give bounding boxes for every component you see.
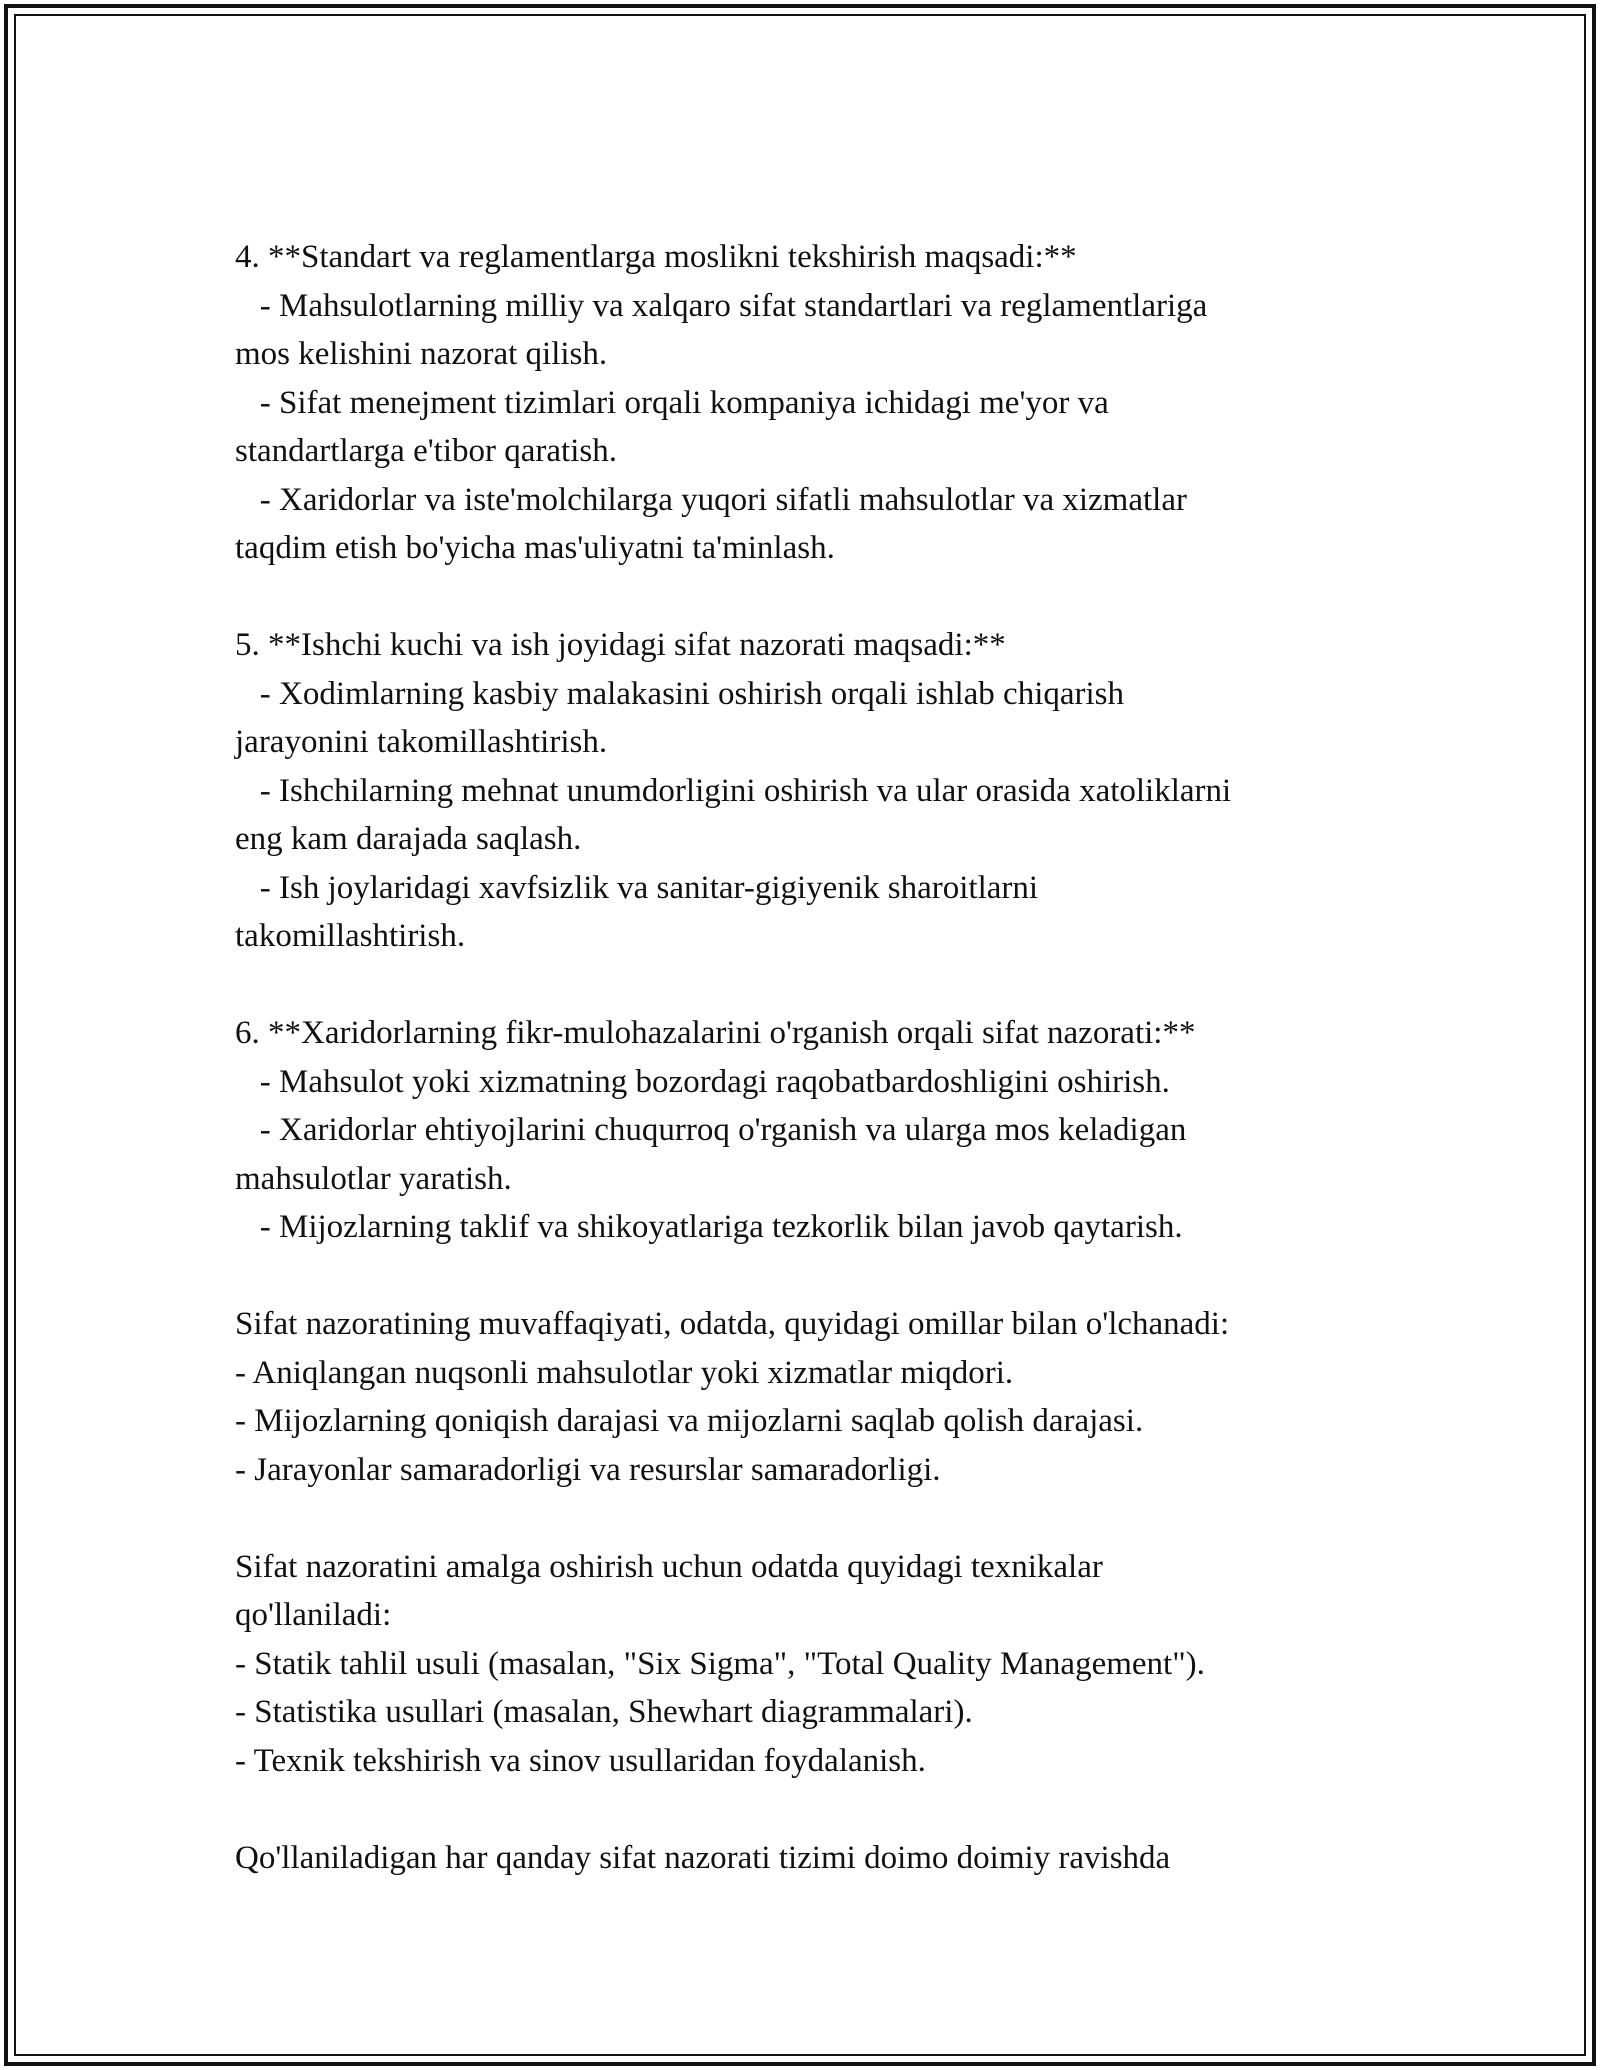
text-line: - Xodimlarning kasbiy malakasini oshirish orqali ishlab chiqarish	[235, 675, 1125, 712]
text-line: - Aniqlangan nuqsonli mahsulotlar yoki xizmatlar miqdori.	[235, 1354, 1014, 1391]
paragraph-gap	[235, 1252, 1365, 1301]
closing-line: Qo'llaniladigan har qanday sifat nazorati tizimi doimo doimiy ravishda	[235, 1839, 1171, 1876]
success-factors-intro: Sifat nazoratining muvaffaqiyati, odatda, quyidagi omillar bilan o'lchanadi:	[235, 1306, 1230, 1342]
text-line: - Texnik tekshirish va sinov usullaridan foydalanish.	[235, 1742, 926, 1779]
techniques-intro: Sifat nazoratini amalga oshirish uchun odatda quyidagi texnikalar	[235, 1548, 1103, 1585]
paragraph-gap	[235, 1494, 1365, 1543]
section-4-heading: 4. **Standart va reglamentlarga moslikni tekshirish maqsadi:**	[235, 239, 1077, 275]
paragraph-gap	[235, 573, 1365, 622]
text-line: - Sifat menejment tizimlari orqali kompaniya ichidagi me'yor va	[235, 384, 1109, 421]
text-line: - Xaridorlar va iste'molchilarga yuqori sifatli mahsulotlar va xizmatlar	[235, 481, 1187, 518]
text-line: - Statistika usullari (masalan, Shewhart diagrammalari).	[235, 1694, 973, 1730]
text-line: mahsulotlar yaratish.	[235, 1160, 512, 1197]
text-line: taqdim etish bo'yicha mas'uliyatni ta'minlash.	[235, 530, 835, 566]
text-line: - Jarayonlar samaradorligi va resurslar samaradorligi.	[235, 1451, 941, 1488]
document-body	[235, 233, 1365, 1882]
section-5-heading: 5. **Ishchi kuchi va ish joyidagi sifat nazorati maqsadi:**	[235, 627, 1006, 663]
text-line: - Statik tahlil usuli (masalan, "Six Sigma", "Total Quality Management").	[235, 1645, 1205, 1682]
text-line: - Mahsulot yoki xizmatning bozordagi raqobatbardoshligini oshirish.	[235, 1063, 1170, 1100]
text-line: - Mijozlarning qoniqish darajasi va mijozlarni saqlab qolish darajasi.	[235, 1403, 1144, 1439]
text-line: - Mahsulotlarning milliy va xalqaro sifat standartlari va reglamentlariga	[235, 287, 1208, 324]
paragraph-gap	[235, 961, 1365, 1010]
text-line: takomillashtirish.	[235, 918, 466, 954]
text-line: mos kelishini nazorat qilish.	[235, 336, 608, 372]
text-line: - Ishchilarning mehnat unumdorligini oshirish va ular orasida xatoliklarni	[235, 772, 1232, 809]
section-6-heading: 6. **Xaridorlarning fikr-mulohazalarini o'rganish orqali sifat nazorati:**	[235, 1015, 1196, 1051]
text-line: eng kam darajada saqlash.	[235, 821, 582, 857]
text-line: qo'llaniladi:	[235, 1597, 392, 1633]
text-line: - Ish joylaridagi xavfsizlik va sanitar-gigiyenik sharoitlarni	[235, 869, 1039, 906]
paragraph-gap	[235, 1785, 1365, 1834]
text-line: jarayonini takomillashtirish.	[235, 724, 608, 760]
text-line: standartlarga e'tibor qaratish.	[235, 433, 617, 469]
text-line: - Xaridorlar ehtiyojlarini chuqurroq o'rganish va ularga mos keladigan	[235, 1112, 1187, 1148]
text-line: - Mijozlarning taklif va shikoyatlariga tezkorlik bilan javob qaytarish.	[235, 1209, 1183, 1245]
